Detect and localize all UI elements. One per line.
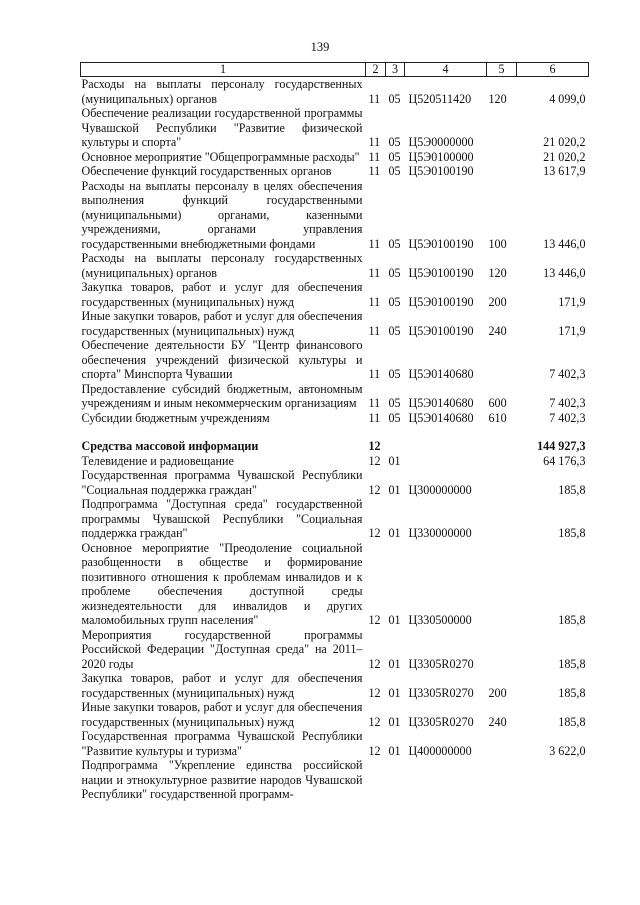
row-target-code (405, 758, 487, 802)
table-row (81, 468, 589, 497)
row-expense-type (487, 150, 517, 165)
row-expense-type (487, 729, 517, 758)
row-expense-type: 600 (488, 396, 507, 410)
row-target-code: Ц330500000 (408, 613, 472, 627)
table-row (81, 251, 589, 280)
row-subsection: 05 (388, 294, 401, 309)
row-amount: 13 446,0 (543, 265, 586, 280)
header-row (81, 63, 589, 77)
table-body (81, 77, 589, 802)
table-row (81, 541, 589, 628)
row-expense-type (487, 758, 517, 802)
row-amount: 185,8 (558, 656, 586, 671)
table-row (81, 280, 589, 309)
row-section: 12 (368, 439, 381, 453)
row-expense-type: 240 (488, 323, 507, 338)
row-section: 12 (368, 743, 381, 758)
row-amount: 3 622,0 (549, 743, 586, 758)
row-subsection: 05 (388, 135, 401, 149)
row-name: Подпрограмма "Укрепление единства российской нации и этнокультурное развитие народов Чувашской Республики" государственной программ- (81, 758, 363, 801)
row-name: Государственная программа Чувашской Республики "Развитие культуры и туризма" (81, 729, 363, 758)
row-expense-type (487, 164, 517, 179)
table-row (81, 729, 589, 758)
row-section: 12 (368, 482, 381, 497)
row-expense-type: 240 (488, 714, 507, 729)
row-name: Обеспечение реализации государственной программы Чувашской Республики "Развитие физической культуры и спорта" (81, 106, 363, 149)
table-row (81, 382, 589, 411)
row-amount: 13 446,0 (543, 236, 586, 251)
row-name: Основное мероприятие "Преодоление социальной разобщенности в обществе и формирование позитивного отношения к проблемам инвалидов и к проблеме обеспечения доступной среды жизнедеятельности для инвалидов и других маломобильных групп населения" (81, 540, 363, 627)
row-expense-type (487, 106, 517, 150)
row-section: 12 (368, 453, 381, 468)
row-subsection (386, 439, 405, 454)
row-name: Средства массовой информации (81, 439, 259, 453)
row-target-code: Ц5Э0100190 (408, 164, 474, 178)
row-subsection: 01 (388, 482, 401, 497)
row-section: 12 (368, 656, 381, 671)
table-row (81, 309, 589, 338)
row-name: Расходы на выплаты персоналу государственных (муниципальных) органов (81, 77, 363, 106)
row-target-code: Ц5Э0100190 (408, 265, 474, 280)
row-target-code: Ц5Э0100190 (408, 323, 474, 338)
table-header (81, 63, 589, 77)
row-subsection: 05 (388, 164, 401, 178)
row-expense-type: 120 (488, 91, 507, 106)
row-target-code: Ц3305R0270 (408, 656, 474, 671)
row-amount: 64 176,3 (543, 453, 586, 468)
row-name: Закупка товаров, работ и услуг для обеспечения государственных (муниципальных) нужд (81, 280, 363, 309)
row-name: Телевидение и радиовещание (81, 453, 234, 468)
row-amount: 171,9 (558, 294, 586, 309)
row-amount: 185,8 (558, 482, 586, 497)
row-target-code: Ц5Э0100190 (408, 294, 474, 309)
page-number: 139 (310, 40, 330, 54)
row-subsection: 01 (388, 743, 401, 758)
row-subsection: 01 (388, 526, 401, 540)
row-subsection: 01 (388, 685, 401, 700)
row-subsection: 01 (388, 453, 401, 468)
row-amount: 185,8 (558, 685, 586, 700)
row-name: Расходы на выплаты персоналу государственных (муниципальных) органов (81, 251, 363, 280)
row-name: Обеспечение деятельности БУ "Центр финансового обеспечения учреждений физической культуры и спорта" Минспорта Чувашии (81, 338, 363, 381)
row-target-code: Ц520511420 (408, 91, 472, 106)
row-target-code: Ц5Э0140680 (408, 410, 474, 425)
row-expense-type (487, 497, 517, 541)
row-name: Государственная программа Чувашской Республики "Социальная поддержка граждан" (81, 468, 363, 497)
column-header-target-code: 4 (405, 63, 487, 77)
row-amount (517, 758, 589, 802)
row-target-code: Ц3305R0270 (408, 685, 474, 700)
row-section: 11 (368, 236, 381, 251)
table-row (81, 150, 589, 165)
row-section: 11 (368, 396, 381, 410)
row-subsection: 01 (388, 656, 401, 671)
table-row (81, 758, 589, 802)
row-amount: 7 402,3 (549, 396, 586, 410)
row-subsection: 01 (388, 714, 401, 729)
row-expense-type: 120 (488, 265, 507, 280)
row-name: Подпрограмма "Доступная среда" государственной программы Чувашской Республики "Социальная поддержка граждан" (81, 497, 363, 540)
row-target-code: Ц5Э0100000 (408, 149, 474, 164)
row-target-code: Ц5Э0000000 (408, 135, 474, 149)
row-section: 12 (368, 526, 381, 540)
row-section: 11 (368, 294, 381, 309)
table-row (81, 497, 589, 541)
row-expense-type: 200 (488, 294, 507, 309)
column-header-section: 2 (366, 63, 386, 77)
row-name: Закупка товаров, работ и услуг для обеспечения государственных (муниципальных) нужд (81, 671, 363, 700)
row-subsection: 05 (388, 265, 401, 280)
table-row (81, 700, 589, 729)
row-section: 12 (368, 714, 381, 729)
row-amount: 21 020,2 (543, 149, 586, 164)
column-header-subsection: 3 (386, 63, 405, 77)
row-target-code: Ц5Э0140680 (408, 367, 474, 381)
row-name: Расходы на выплаты персоналу в целях обеспечения выполнения функций государственными (муниципальными) органами, казенными учреждениями, органами управления государственными внебюджетными фондами (81, 178, 363, 251)
row-target-code (405, 439, 487, 454)
row-name: Обеспечение функций государственных органов (81, 164, 332, 178)
row-section: 11 (368, 149, 381, 164)
row-amount: 144 927,3 (537, 439, 586, 453)
row-amount: 185,8 (558, 526, 586, 540)
row-section: 11 (368, 135, 381, 149)
table-row (81, 439, 589, 454)
row-name: Иные закупки товаров, работ и услуг для обеспечения государственных (муниципальных) нужд (81, 700, 363, 729)
row-section: 11 (368, 91, 381, 106)
table-row (81, 106, 589, 150)
row-subsection: 05 (388, 410, 401, 425)
row-subsection: 05 (388, 149, 401, 164)
row-target-code (405, 454, 487, 469)
row-expense-type (487, 541, 517, 628)
row-subsection (386, 758, 405, 802)
row-amount: 21 020,2 (543, 135, 586, 149)
row-expense-type (487, 468, 517, 497)
column-header-amount: 6 (517, 63, 589, 77)
row-expense-type: 100 (488, 236, 507, 251)
row-section (366, 758, 386, 802)
table-row (81, 338, 589, 382)
row-section: 12 (368, 613, 381, 627)
row-section: 11 (368, 367, 381, 381)
row-section: 12 (368, 685, 381, 700)
budget-table (80, 62, 589, 802)
row-target-code: Ц5Э0100190 (408, 236, 474, 251)
row-target-code: Ц3305R0270 (408, 714, 474, 729)
row-target-code: Ц330000000 (408, 526, 472, 540)
row-expense-type (487, 439, 517, 454)
row-section: 11 (368, 265, 381, 280)
row-expense-type (487, 338, 517, 382)
row-section: 11 (368, 164, 381, 178)
row-name: Предоставление субсидий бюджетным, автономным учреждениям и иным некоммерческим организациям (81, 381, 363, 410)
row-section: 11 (368, 323, 381, 338)
table-row (81, 411, 589, 426)
table-row (81, 179, 589, 252)
row-target-code: Ц5Э0140680 (408, 396, 474, 410)
row-amount: 7 402,3 (549, 367, 586, 381)
row-name: Основное мероприятие "Общепрограммные расходы" (81, 149, 360, 164)
row-amount: 171,9 (558, 323, 586, 338)
row-expense-type (487, 454, 517, 469)
row-target-code: Ц300000000 (408, 482, 472, 497)
column-header-name: 1 (81, 63, 366, 77)
table-row (81, 164, 589, 179)
table-row (81, 454, 589, 469)
row-amount: 7 402,3 (549, 410, 586, 425)
table-row (81, 77, 589, 107)
table-row (81, 671, 589, 700)
row-expense-type (487, 628, 517, 672)
spacer-row (81, 425, 589, 439)
spacer-cell (81, 425, 589, 439)
row-name: Мероприятия государственной программы Российской Федерации "Доступная среда" на 2011–2020 годы (81, 627, 363, 671)
row-subsection: 05 (388, 367, 401, 381)
table-row (81, 628, 589, 672)
row-target-code: Ц400000000 (408, 743, 472, 758)
row-name: Иные закупки товаров, работ и услуг для обеспечения государственных (муниципальных) нужд (81, 309, 363, 338)
row-amount: 185,8 (558, 613, 586, 627)
row-section: 11 (368, 410, 381, 425)
row-subsection: 05 (388, 396, 401, 410)
row-subsection: 05 (388, 91, 401, 106)
row-amount: 13 617,9 (543, 164, 586, 178)
row-subsection: 01 (388, 613, 401, 627)
row-amount: 185,8 (558, 714, 586, 729)
column-header-expense-type: 5 (487, 63, 517, 77)
row-subsection: 05 (388, 323, 401, 338)
row-amount: 4 099,0 (549, 91, 586, 106)
row-name: Субсидии бюджетным учреждениям (81, 410, 270, 425)
row-expense-type: 610 (488, 410, 507, 425)
row-subsection: 05 (388, 236, 401, 251)
row-expense-type: 200 (488, 685, 507, 700)
